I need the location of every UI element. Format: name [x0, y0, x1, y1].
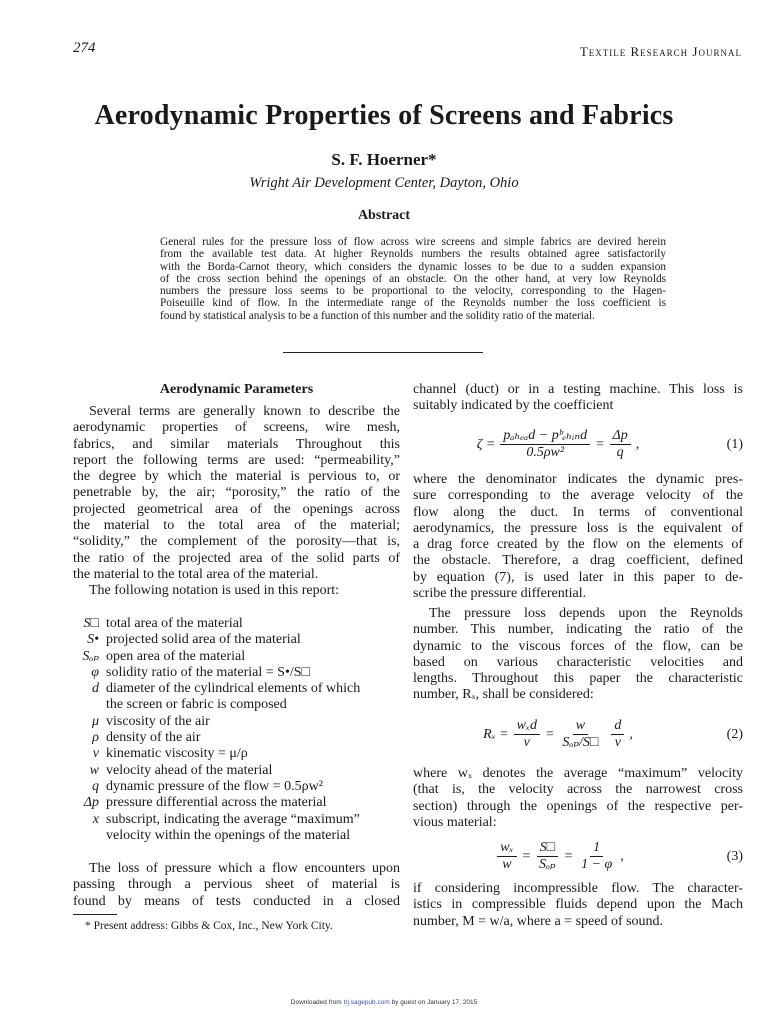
text-line: passing through a pervious sheet of material is: [73, 877, 400, 893]
text-line: scribe the pressure differential.: [413, 586, 587, 602]
eq3-tail: ,: [620, 848, 624, 864]
text-line: based on various characteristic velocities and: [413, 654, 743, 670]
eq1-denominator: 0.5ρw²: [526, 445, 565, 460]
eq2-fraction: [514, 718, 540, 751]
notation-symbol: x: [92, 811, 99, 827]
right-paragraph-a: [413, 382, 743, 415]
eq1-equals: =: [595, 436, 605, 452]
notation-item: [73, 665, 400, 681]
text-line: channel (duct) or in a testing machine. This loss is: [413, 382, 743, 397]
eq3-fraction: [497, 840, 516, 873]
eq2-denominator-3: ν: [614, 735, 621, 750]
notation-item: [73, 812, 400, 828]
text-line: vious material:: [413, 814, 497, 830]
notation-definition: velocity ahead of the material: [106, 762, 273, 778]
notation-definition: kinematic viscosity = μ/ρ: [106, 746, 248, 762]
notation-definition: open area of the material: [106, 648, 246, 664]
eq2-fraction-2: [559, 718, 601, 751]
eq1-fraction-2: [610, 428, 631, 461]
eq2-denominator: ν: [523, 735, 530, 750]
text-line: The pressure loss depends upon the Reynolds: [429, 606, 743, 621]
eq2-numerator-3: d: [611, 718, 624, 735]
text-line: dynamic to the viscous forces of the flow, can be: [413, 638, 743, 654]
text-line: lengths. Throughout this paper the characteristic: [413, 671, 743, 687]
section-heading: Aerodynamic Parameters: [159, 382, 314, 397]
eq1-numerator-2: Δp: [610, 428, 631, 445]
text-line: found by means of tests conducted in a closed: [73, 893, 400, 909]
eq1-numerator: pₐₕₑₐd − pᵇₑₕᵢₙd: [500, 428, 590, 445]
eq1-lhs: ζ =: [476, 436, 496, 452]
text-line: a drag force created by the flow on the elements of: [413, 537, 743, 553]
eq3-denominator-3: 1 − φ: [581, 857, 613, 872]
notation-list: [73, 616, 400, 844]
paper-title: Aerodynamic Properties of Screens and Fabrics: [94, 100, 674, 131]
eq3-fraction-2: [536, 840, 559, 873]
footnote: * Present address: Gibbs & Cox, Inc., New York City.: [85, 920, 333, 932]
notation-symbol: d: [92, 681, 99, 697]
eq2-fraction-3: [611, 718, 624, 751]
loss-paragraph: [73, 861, 400, 910]
notation-item: [73, 746, 400, 762]
notation-definition: pressure differential across the material: [106, 795, 327, 811]
notation-symbol: Δp: [83, 795, 99, 811]
eq3-equals: =: [521, 848, 531, 864]
text-line: report the following terms are used: “permeability,”: [73, 452, 400, 468]
text-line: aerodynamics, the pressure loss is the equivalent of: [413, 520, 743, 536]
right-paragraph-d: [413, 766, 743, 831]
abstract-line: found by statistical analysis to be a function of this number and the solidity ratio of the material.: [160, 309, 595, 322]
equation-1: [413, 428, 743, 461]
notation-item: [73, 649, 400, 665]
eq1-number: (1): [726, 436, 743, 452]
text-line: number, M = w/a, where a = speed of sound.: [413, 913, 664, 929]
eq3-denominator-2: Sₒₚ: [539, 857, 556, 872]
abstract-line: Poiseuille kind of flow. In the intermediate range of the Reynolds number the loss coefficient is: [160, 297, 666, 310]
abstract-body: [160, 236, 666, 322]
notation-item: [73, 795, 400, 811]
abstract-line: General rules for the pressure loss of flow across wire screens and simple fabrics are devired herein: [160, 236, 666, 248]
download-prefix: Downloaded from: [290, 999, 344, 1006]
eq2-number: (2): [726, 726, 743, 742]
text-line: section) through the openings of the respective per-: [413, 798, 743, 814]
notation-item: [73, 828, 400, 844]
text-line: if considering incompressible flow. The character-: [413, 881, 743, 896]
notation-symbol: φ: [91, 664, 99, 680]
notation-symbol: Sₒₚ: [82, 648, 99, 664]
text-line: istics in compressible fluids depend upon the Mach: [413, 897, 743, 913]
text-line: The loss of pressure which a flow encounters upon: [89, 861, 400, 876]
text-line: the obstacle. Therefore, a drag coefficient, defined: [413, 553, 743, 569]
abstract-line: with the Borda-Carnot theory, which considers the dynamic losses to be due to a sudden expansion: [160, 260, 666, 273]
eq1-tail: ,: [635, 436, 640, 452]
notation-definition: velocity within the openings of the material: [106, 827, 351, 843]
notation-symbol: S•: [87, 632, 99, 648]
eq3-number: (3): [726, 848, 743, 864]
text-line: “solidity,” the complement of the porosity—that is,: [73, 534, 400, 550]
text-line: number, Rₓ, shall be considered:: [413, 687, 594, 703]
notation-definition: total area of the material: [106, 616, 243, 631]
text-line: sure corresponding to the average velocity of the: [413, 488, 743, 504]
download-link[interactable]: trj.sagepub.com: [343, 999, 390, 1006]
eq1-denominator-2: q: [616, 445, 624, 460]
eq2-denominator-2: Sₒₚ/S□: [562, 735, 599, 750]
eq2-tail: ,: [629, 726, 633, 742]
notation-item: [73, 616, 400, 632]
text-line: where the denominator indicates the dynamic pres-: [413, 472, 743, 487]
download-suffix: by guest on January 17, 2015: [389, 999, 478, 1006]
notation-definition: viscosity of the air: [106, 713, 210, 729]
eq2-lhs: Rₓ =: [483, 726, 509, 742]
notation-definition: dynamic pressure of the flow = 0.5ρw²: [106, 778, 323, 794]
text-line: the material to the total area of the material.: [73, 566, 319, 582]
abstract-line: numbers the pressure loss seems to be proportional to the velocity, corresponding to the Hagen-: [160, 285, 666, 298]
text-line: number. This number, indicating the ratio of the: [413, 622, 743, 638]
text-line: suitably indicated by the coefficient: [413, 398, 614, 414]
text-line: where wₓ denotes the average “maximum” velocity: [413, 766, 743, 781]
notation-item: [73, 697, 400, 713]
notation-item: [73, 714, 400, 730]
text-line: Several terms are generally known to describe the: [89, 404, 400, 419]
notation-symbol: [73, 697, 106, 713]
text-line: flow along the duct. In terms of conventional: [413, 504, 743, 520]
text-line: penetrable by, the air; “porosity,” the ratio of the: [73, 485, 400, 501]
text-line: aerodynamic properties of screens, wire mesh,: [73, 420, 400, 436]
text-line: the material to the total area of the material;: [73, 518, 400, 534]
text-line: (that is, the velocity across the narrowest cross: [413, 782, 743, 798]
author-affiliation: Wright Air Development Center, Dayton, Ohio: [249, 175, 519, 191]
text-line: the degree by which the material is pervious to, or: [73, 469, 400, 485]
notation-item: [73, 763, 400, 779]
notation-definition: diameter of the cylindrical elements of which: [106, 681, 361, 697]
eq3-numerator-3: 1: [590, 840, 603, 857]
notation-item: [73, 779, 400, 795]
text-line: fabrics, and similar materials Throughout this: [73, 436, 400, 452]
notation-symbol: q: [92, 778, 99, 794]
notation-item: [73, 632, 400, 648]
notation-symbol: [73, 828, 106, 844]
eq2-equals: =: [544, 726, 555, 742]
section-divider: [283, 352, 483, 353]
notation-symbol: ν: [92, 746, 99, 762]
abstract-line: of the cross section behind the openings of an obstacle. On the other hand, at very low Reynolds: [160, 272, 666, 285]
abstract-line: from the available test data. At higher Reynolds numbers the results obtained agree satisfactorily: [160, 248, 666, 261]
notation-definition: projected solid area of the material: [106, 632, 301, 648]
text-line: by equation (7), is used later in this paper to de-: [413, 569, 743, 585]
eq3-numerator: wₓ: [497, 840, 516, 857]
eq1-fraction: [500, 428, 590, 461]
equation-2: [413, 718, 743, 751]
eq3-denominator: w: [502, 857, 512, 872]
page-number: 274: [73, 40, 96, 56]
text-line: The following notation is used in this report:: [89, 583, 340, 599]
notation-symbol: μ: [91, 713, 99, 729]
notation-item: [73, 681, 400, 697]
notation-symbol: w: [89, 762, 99, 778]
notation-item: [73, 730, 400, 746]
eq2-numerator: wₓd: [514, 718, 540, 735]
intro-paragraph: [73, 404, 400, 600]
notation-definition: subscript, indicating the average “maximum”: [106, 811, 360, 827]
author-name: S. F. Hoerner*: [331, 150, 437, 169]
footnote-rule: [73, 914, 117, 915]
text-line: the ratio of the projected area of the solid parts of: [73, 550, 400, 566]
eq3-equals-2: =: [563, 848, 574, 864]
eq3-numerator-2: S□: [537, 840, 558, 857]
right-paragraph-b: [413, 472, 743, 602]
download-notice: [0, 999, 768, 1006]
notation-symbol: ρ: [92, 730, 99, 746]
right-paragraph-c: [413, 606, 743, 704]
notation-definition: density of the air: [106, 730, 201, 746]
notation-symbol: S□: [83, 616, 99, 631]
notation-definition: solidity ratio of the material = S•/S□: [106, 664, 311, 680]
equation-3: [413, 840, 743, 873]
right-paragraph-e: [413, 881, 743, 930]
eq3-fraction-3: [578, 840, 615, 873]
journal-name: Textile Research Journal: [579, 44, 742, 59]
notation-definition: the screen or fabric is composed: [106, 697, 287, 713]
abstract-heading: Abstract: [357, 208, 411, 223]
eq2-numerator-2: w: [573, 718, 588, 735]
text-line: projected geometrical area of the openings across: [73, 501, 400, 517]
